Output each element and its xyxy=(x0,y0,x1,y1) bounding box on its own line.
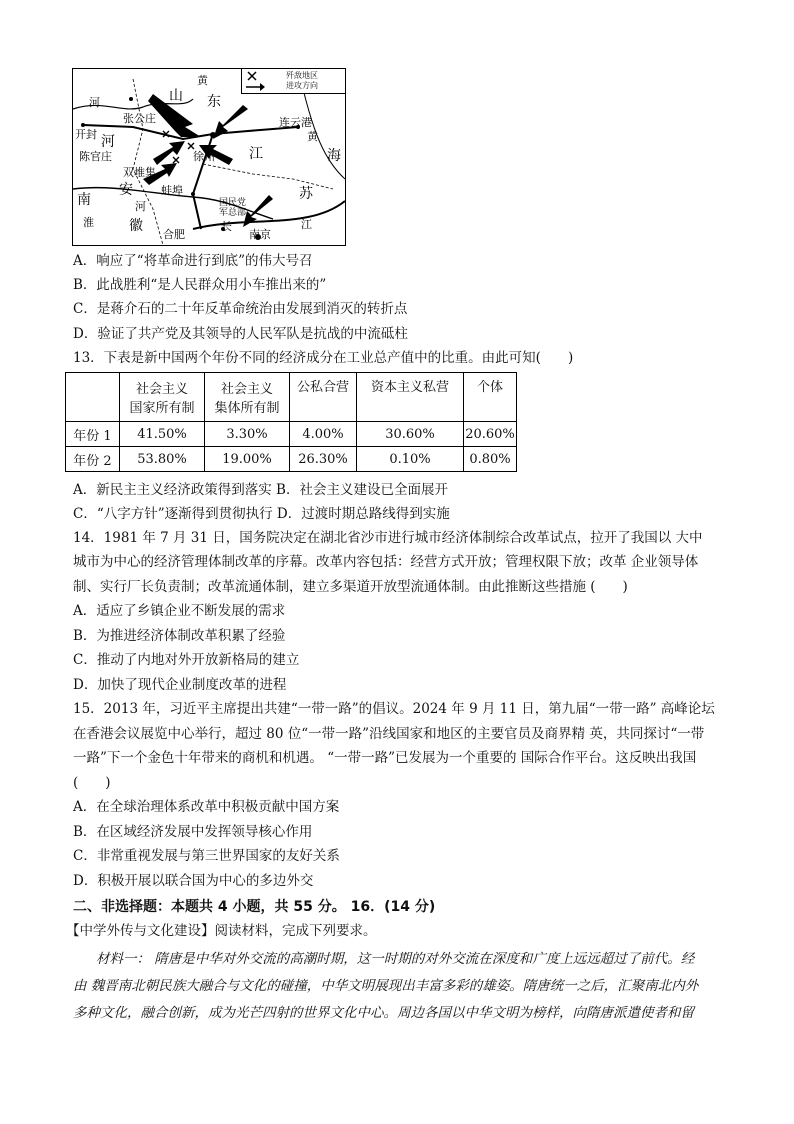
map-label-hai: 海 xyxy=(327,148,341,164)
map-label-an: 安 xyxy=(119,182,133,198)
yangtze-river-line xyxy=(193,201,345,229)
header-text: 社会主义 xyxy=(220,382,273,397)
table-row xyxy=(66,422,517,447)
city-dots xyxy=(81,94,300,240)
table-header-cell xyxy=(205,373,290,422)
table-cell: 4.00% xyxy=(290,422,357,447)
map-label-xuzhou: 徐州 xyxy=(193,150,215,163)
table-row xyxy=(66,447,517,472)
map-label-zongbu: 军总部 xyxy=(219,208,247,218)
q15-option-a: A．在全球治理体系改革中积极贡献中国方案 xyxy=(73,799,340,815)
table-header-row xyxy=(66,373,517,422)
q14-stem-line: 制、实行厂长负责制；改革流通体制，建立多渠道开放型流通体制。由此推断这些措施 ( ) xyxy=(73,579,628,595)
map-label-huang-sea: 黄 xyxy=(307,130,318,143)
table-cell: 0.80% xyxy=(464,447,517,472)
header-text: 集体所有制 xyxy=(214,401,280,416)
header-text: 资本主义私营 xyxy=(370,380,449,395)
map-label-kaifeng: 开封 xyxy=(75,128,97,141)
section2-intro: 【中学外传与文化建设】阅读材料，完成下列要求。 xyxy=(66,923,377,939)
legend-icons xyxy=(244,70,266,92)
q15-option-d: D．积极开展以联合国为中心的多边外交 xyxy=(73,873,314,889)
q13-options-ab: A．新民主主义经济政策得到落实 B．社会主义建设已全面展开 xyxy=(73,482,448,498)
map-legend xyxy=(241,69,346,94)
map-label-hefei: 合肥 xyxy=(163,228,185,241)
q15-stem-line: 在香港会议展览中心举行，超过 80 位“一带一路”沿线国家和地区的主要官员及商界精 英，共同探讨“一带 xyxy=(73,726,705,742)
attack-arrow xyxy=(153,141,185,165)
q12-option-d: D．验证了共产党及其领导的人民军队是抗战的中流砥柱 xyxy=(73,326,408,342)
legend-annihilation-label: 歼敌地区 xyxy=(286,71,318,80)
attack-arrow xyxy=(213,105,248,139)
map-label-su: 苏 xyxy=(299,186,313,202)
header-text: 公私合营 xyxy=(296,380,349,395)
map-label-chang: 长 xyxy=(221,220,232,233)
q14-option-c: C．推动了内地对外开放新格局的建立 xyxy=(73,652,300,668)
map-label-jiang2: 江 xyxy=(301,218,312,231)
table-cell: 53.80% xyxy=(120,447,205,472)
province-border xyxy=(203,164,333,189)
legend-attack-label: 进攻方向 xyxy=(286,81,318,90)
map-label-henan-he: 河 xyxy=(101,134,115,150)
map-label-nanjing: 南京 xyxy=(249,228,271,241)
q15-stem-line: ( ) xyxy=(73,775,111,791)
table-cell: 年份 1 xyxy=(66,422,120,447)
table-header-cell xyxy=(464,373,517,422)
table-header-cell xyxy=(290,373,357,422)
material-line: 材料一： 隋唐是中华对外交流的高潮时期，这一时期的对外交流在深度和广度上远远超过了前代。经 xyxy=(96,951,695,967)
map-label-chenguanzhuang: 陈官庄 xyxy=(79,150,112,163)
material-line: 由 魏晋南北朝民族大融合与文化的碰撞，中华文明展现出丰富多彩的雄姿。隋唐统一之后，汇聚南北内外 xyxy=(73,978,699,994)
table-cell: 26.30% xyxy=(290,447,357,472)
map-label-hui: 徽 xyxy=(129,218,143,234)
battle-map xyxy=(72,68,346,246)
table-cell: 3.30% xyxy=(205,422,290,447)
table-cell: 41.50% xyxy=(120,422,205,447)
table-header-cell xyxy=(357,373,464,422)
section2-title: 二、非选择题：本题共 4 小题，共 55 分。 16．(14 分) xyxy=(73,899,436,915)
q14-option-a: A．适应了乡镇企业不断发展的需求 xyxy=(73,603,286,619)
map-label-nan: 南 xyxy=(77,192,91,208)
map-label-he-mid: 河 xyxy=(135,200,146,213)
map-label-huang: 黄 xyxy=(197,74,208,87)
map-label-lianyungang: 连云港 xyxy=(279,116,312,129)
q13-stem: 13．下表是新中国两个年份不同的经济成分在工业总产值中的比重。由此可知( ) xyxy=(73,350,574,366)
map-label-he: 河 xyxy=(89,96,100,109)
map-label-shan: 山 xyxy=(169,88,183,104)
map-label-huai: 淮 xyxy=(83,216,94,229)
table-cell: 30.60% xyxy=(357,422,464,447)
header-text: 国家所有制 xyxy=(129,401,195,416)
q14-stem-line: 14．1981 年 7 月 31 日，国务院决定在湖北省沙市进行城市经济体制综合改革试点，拉开了我国以 大中 xyxy=(73,530,703,546)
q12-option-a: A．响应了“将革命进行到底”的伟大号召 xyxy=(73,253,313,269)
material-line: 多种文化，融合创新，成为光芒四射的世界文化中心。周边各国以中华文明为榜样，向隋唐派遣使者和留 xyxy=(73,1005,694,1021)
table-header-cell xyxy=(120,373,205,422)
map-label-bengbu: 蚌埠 xyxy=(161,184,183,197)
q14-option-d: D．加快了现代企业制度改革的进程 xyxy=(73,677,287,693)
q15-stem-line: 15．2013 年，习近平主席提出共建“一带一路”的倡议。2024 年 9 月 11 日，第九届“一带一路” 高峰论坛 xyxy=(73,701,715,717)
q15-option-b: B．在区域经济发展中发挥领导核心作用 xyxy=(73,824,313,840)
q13-options-cd: C．“八字方针”逐渐得到贯彻执行 D．过渡时期总路线得到实施 xyxy=(73,506,450,522)
header-text: 个体 xyxy=(476,380,503,395)
q15-option-c: C．非常重视发展与第三世界国家的友好关系 xyxy=(73,848,340,864)
q15-stem-line: 一路”下一个金色十年带来的商机和机遇。 “一带一路”已发展为一个重要的 国际合作平台。这反映出我国 xyxy=(73,750,697,766)
map-label-guominjun: 国民党 xyxy=(219,198,247,208)
header-text: 社会主义 xyxy=(135,382,188,397)
table-header-cell xyxy=(66,373,120,422)
map-label-shuangduiji: 双堆集 xyxy=(123,166,156,179)
map-label-dong: 东 xyxy=(207,94,221,110)
map-label-jiang: 江 xyxy=(249,146,263,162)
table-cell: 0.10% xyxy=(357,447,464,472)
table-cell: 20.60% xyxy=(464,422,517,447)
q14-stem-line: 城市为中心的经济管理体制改革的序幕。改革内容包括：经营方式开放；管理权限下放；改革 企业领导体 xyxy=(73,554,699,570)
map-label-zhanggongdian: 张公庄 xyxy=(123,112,156,125)
table-cell: 年份 2 xyxy=(66,447,120,472)
q12-option-c: C．是蒋介石的二十年反革命统治由发展到消灭的转折点 xyxy=(73,301,408,317)
q13-table xyxy=(65,372,517,472)
q12-option-b: B．此战胜利“是人民群众用小车推出来的” xyxy=(73,277,327,293)
q14-option-b: B．为推进经济体制改革积累了经验 xyxy=(73,628,286,644)
table-cell: 19.00% xyxy=(205,447,290,472)
